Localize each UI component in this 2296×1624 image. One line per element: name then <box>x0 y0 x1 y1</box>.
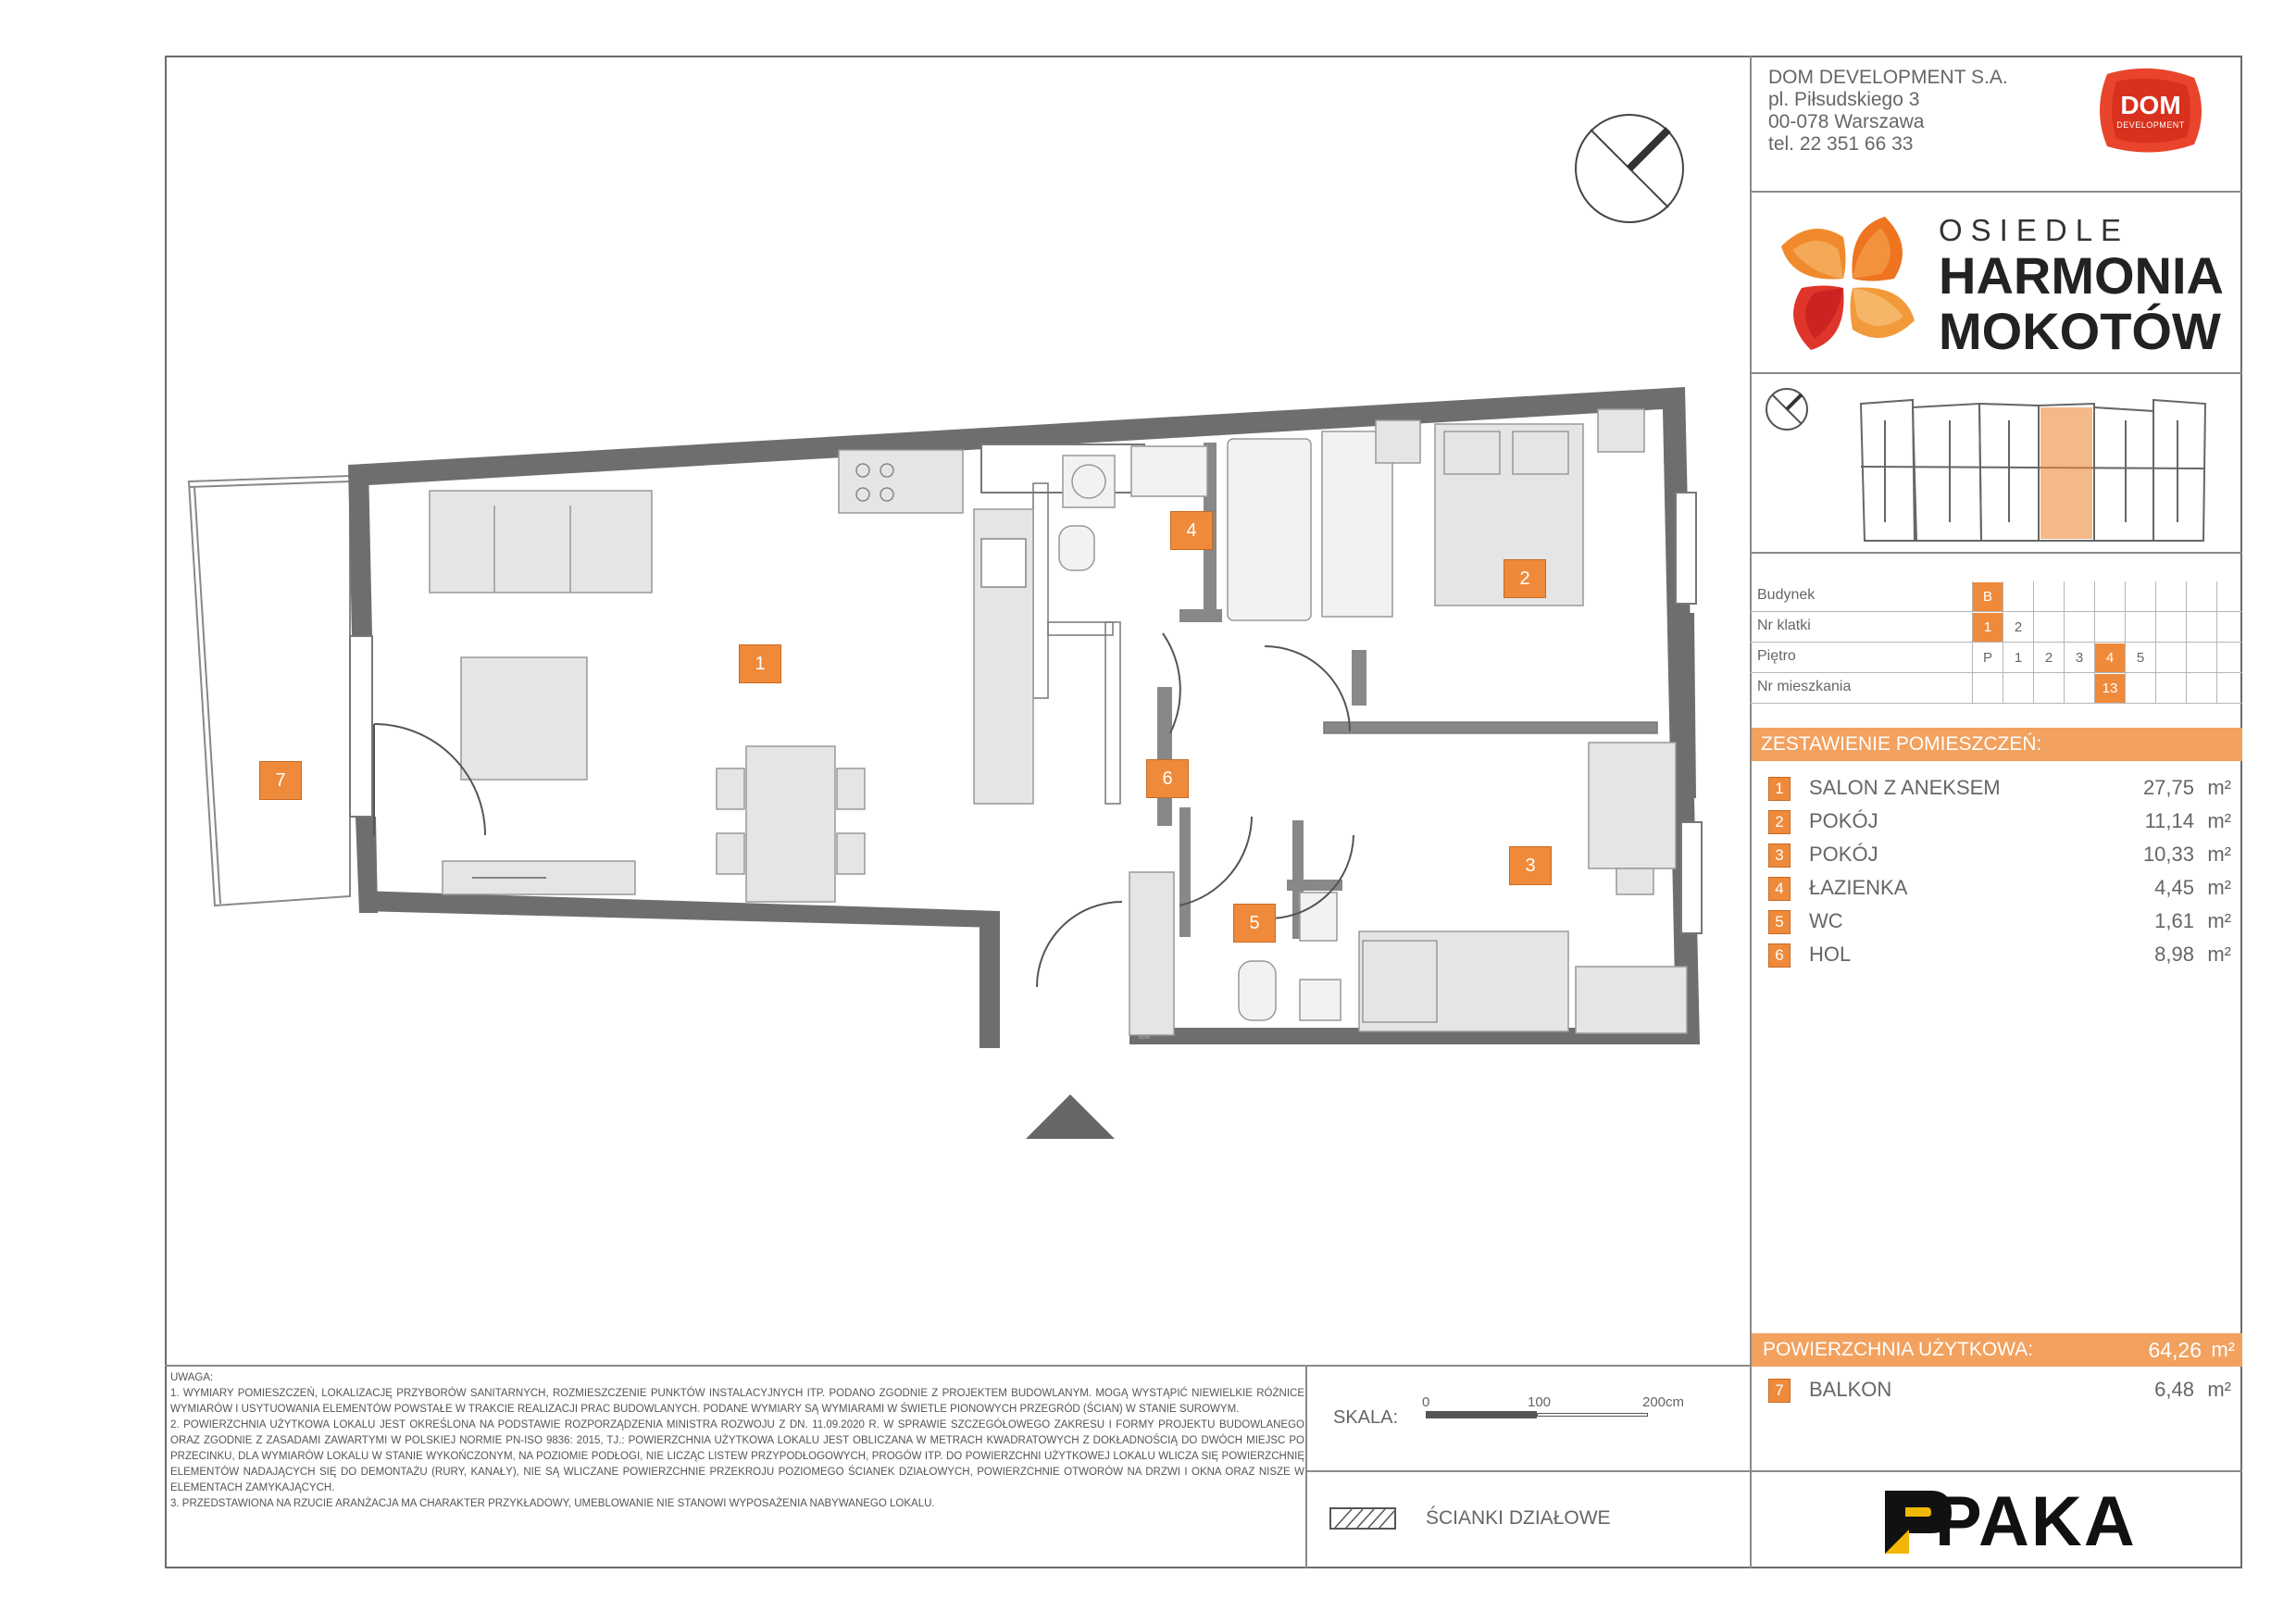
info-table-divider <box>2064 612 2065 643</box>
entrance-arrow-icon <box>1026 1094 1115 1139</box>
info-table-divider <box>2125 612 2126 643</box>
plan-room-7: 7 <box>259 761 302 800</box>
info-table-row-line <box>1750 672 2242 673</box>
info-table-divider <box>2216 673 2217 704</box>
room-area: 4,45 <box>2154 876 2194 899</box>
info-table-label: Budynek <box>1757 587 1816 603</box>
info-table-divider <box>2155 612 2156 643</box>
coffee-table <box>461 657 587 780</box>
info-table-divider <box>2033 581 2034 612</box>
room-number-badge: 5 <box>1768 910 1791 934</box>
info-table <box>1750 581 2242 706</box>
room-number-badge: 2 <box>1768 810 1791 834</box>
info-table-cell: 3 <box>2075 650 2084 666</box>
paka-logo <box>1881 1482 2137 1561</box>
info-table-divider <box>2125 673 2126 704</box>
harmonia-flower-logo <box>1774 209 1922 357</box>
balcony-number-badge: 7 <box>1768 1379 1791 1403</box>
divider-project <box>1750 372 2242 374</box>
dom-logo-subtext: DEVELOPMENT <box>2116 120 2185 130</box>
info-table-divider <box>2094 581 2095 612</box>
balcony-name: BALKON <box>1809 1378 1892 1401</box>
info-table-cell: P <box>1982 650 1992 666</box>
info-table-cell: 13 <box>2095 674 2125 703</box>
info-table-row-line <box>1750 703 2242 704</box>
washbasin <box>1131 446 1207 496</box>
contractor-name: PAKA <box>1935 1482 2137 1561</box>
room-number-badge: 1 <box>1768 777 1791 801</box>
company-address <box>1768 67 2008 156</box>
info-table-divider <box>2155 581 2156 612</box>
scale-bar-light <box>1537 1413 1648 1417</box>
notes-title: UWAGA: <box>170 1372 214 1383</box>
key-plan-apartment-highlight <box>2040 407 2092 539</box>
info-table-divider <box>2064 581 2065 612</box>
plan-room-6: 6 <box>1146 759 1189 798</box>
note-1: 1. WYMIARY POMIESZCZEŃ, LOKALIZACJĘ PRZYBORÓW SANITARNYCH, ROZMIESZCZENIE PUNKTÓW INSTALACYJNYCH ITP. PODANO ZGODNIE Z PROJEKTEM BUDOWLANYM. MOGĄ WYSTĄPIĆ NIEWIELKIE RÓŻNICE WYMIARÓW I USYTUOWANIA ELEMENTÓW POWSTAŁE W TRAKCIE REALIZACJI PRAC BUDOWLANYCH. PODANE WYMIARY SĄ WYMIARAMI W ŚWIETLE PIONOWYCH PRZEGRÓD (ŚCIAN) W STANIE SUROWYM. <box>170 1388 1304 1415</box>
project-name <box>1939 213 2224 359</box>
room-name: POKÓJ <box>1809 843 1878 866</box>
info-table-divider <box>2186 673 2187 704</box>
key-plan <box>1765 383 2237 546</box>
scale-tick-0: 0 <box>1422 1394 1430 1410</box>
info-table-cell: B <box>1973 582 2003 611</box>
room-unit: m² <box>2207 909 2231 932</box>
info-table-divider <box>2216 643 2217 673</box>
bathroom-fixtures <box>1059 431 1392 620</box>
kitchen-sink <box>981 539 1026 587</box>
room-name: POKÓJ <box>1809 809 1878 832</box>
rooms-header-label: ZESTAWIENIE POMIESZCZEŃ: <box>1761 733 2042 755</box>
plan-room-1: 1 <box>739 644 781 683</box>
divider-keyplan <box>1750 552 2242 554</box>
info-table-divider <box>2094 612 2095 643</box>
room-name: SALON Z ANEKSEM <box>1809 776 2001 799</box>
bedroom-3-furniture <box>1129 743 1687 1035</box>
living-room-furniture <box>430 450 1033 902</box>
room-area: 8,98 <box>2154 943 2194 966</box>
info-table-label: Nr klatki <box>1757 618 1811 633</box>
plan-room-2: 2 <box>1504 559 1546 598</box>
room-unit: m² <box>2207 809 2231 832</box>
divider-contractor <box>1750 1470 2242 1472</box>
room-area: 1,61 <box>2154 909 2194 932</box>
balcony-row <box>1768 1374 2242 1405</box>
company-city: 00-078 Warszawa <box>1768 111 1925 132</box>
room-unit: m² <box>2207 843 2231 866</box>
info-table-divider <box>2186 581 2187 612</box>
north-arrow-icon <box>1576 115 1683 222</box>
room-number-badge: 3 <box>1768 843 1791 868</box>
info-table-row-line <box>1750 642 2242 643</box>
room-unit: m² <box>2207 776 2231 799</box>
kitchen-counter <box>839 450 963 513</box>
divider-scale <box>1305 1470 1750 1472</box>
info-table-label: Nr mieszkania <box>1757 679 1852 694</box>
toilet-bath <box>1059 526 1094 570</box>
total-area-label: POWIERZCHNIA UŻYTKOWA: <box>1763 1339 2034 1360</box>
info-table-cell: 2 <box>2044 650 2053 666</box>
bathtub <box>1228 439 1311 620</box>
room-name: WC <box>1809 909 1843 932</box>
plan-room-4: 4 <box>1170 511 1213 550</box>
balcony-unit: m² <box>2207 1378 2231 1401</box>
partition-wall-legend-icon <box>1329 1507 1396 1530</box>
key-plan-building-outline <box>1861 400 2205 541</box>
info-table-divider <box>2155 673 2156 704</box>
room-unit: m² <box>2207 943 2231 966</box>
rooms-header <box>1752 728 2242 761</box>
info-table-label: Piętro <box>1757 648 1796 664</box>
notes <box>170 1370 1304 1512</box>
dom-development-logo <box>2090 67 2211 156</box>
balcony-area: 6,48 <box>2154 1378 2194 1401</box>
room-area: 27,75 <box>2142 776 2194 799</box>
info-table-divider <box>2216 612 2217 643</box>
company-street: pl. Piłsudskiego 3 <box>1768 89 1920 110</box>
wardrobe-hall <box>1129 872 1174 1035</box>
balcony-area <box>189 476 350 906</box>
key-plan-compass-icon <box>1766 389 1807 430</box>
room-name: ŁAZIENKA <box>1809 876 1908 899</box>
legend-label: ŚCIANKI DZIAŁOWE <box>1426 1507 1611 1529</box>
info-table-cell <box>2065 674 2094 703</box>
sofa <box>430 491 652 593</box>
project-title-1: HARMONIA <box>1939 246 2224 305</box>
plan-room-3: 3 <box>1509 846 1552 885</box>
scale-tick-100: 100 <box>1528 1394 1552 1410</box>
info-table-divider <box>2186 643 2187 673</box>
total-area-bar <box>1752 1333 2242 1367</box>
divider-company <box>1750 191 2242 193</box>
scale-tick-200: 200cm <box>1642 1394 1685 1410</box>
scale-bar <box>1426 1411 1648 1418</box>
total-area-unit: m² <box>2211 1338 2235 1361</box>
company-phone: tel. 22 351 66 33 <box>1768 133 1914 155</box>
info-table-row-line <box>1750 611 2242 612</box>
project-title-2: MOKOTÓW <box>1939 302 2221 360</box>
desk <box>1589 743 1676 868</box>
floor-plan <box>167 57 1748 1363</box>
room-row <box>1768 906 2242 937</box>
scale-label: SKALA: <box>1333 1407 1399 1428</box>
wardrobe-3 <box>1576 967 1687 1033</box>
company-name: DOM DEVELOPMENT S.A. <box>1768 67 2008 88</box>
room-row <box>1768 806 2242 837</box>
room-row <box>1768 872 2242 904</box>
info-table-cell: 1 <box>1973 613 2003 642</box>
dining-table <box>746 746 835 902</box>
info-table-cell: 2 <box>2014 619 2023 635</box>
washing-machine <box>1063 456 1115 507</box>
info-table-divider <box>2125 581 2126 612</box>
info-table-divider <box>2186 612 2187 643</box>
note-3: 3. PRZEDSTAWIONA NA RZUCIE ARANŻACJA MA CHARAKTER PRZYKŁADOWY, UMEBLOWANIE NIE STANOWI WYPOSAŻENIA NABYWANEGO LOKALU. <box>170 1498 935 1509</box>
room-row <box>1768 772 2242 804</box>
info-table-divider <box>2216 581 2217 612</box>
info-table-cell <box>2034 674 2064 703</box>
info-table-cell <box>1973 674 2003 703</box>
info-table-cell: 5 <box>2136 650 2145 666</box>
room-row <box>1768 839 2242 870</box>
scale-bar-dark <box>1426 1411 1537 1418</box>
plan-room-5: 5 <box>1233 904 1276 943</box>
room-unit: m² <box>2207 876 2231 899</box>
room-name: HOL <box>1809 943 1852 966</box>
info-table-divider <box>2033 612 2034 643</box>
info-table-cell: 1 <box>2014 650 2023 666</box>
info-table-cell <box>2003 674 2033 703</box>
room-number-badge: 6 <box>1768 943 1791 968</box>
room-row <box>1768 939 2242 970</box>
note-2: 2. POWIERZCHNIA UŻYTKOWA LOKALU JEST OKREŚLONA NA PODSTAWIE ROZPORZĄDZENIA MINISTRA ROZWOJU Z DN. 11.09.2020 R. W SPRAWIE SZCZEGÓŁOWEGO ZAKRESU I FORMY PROJEKTU BUDOWLANEGO ORAZ ZGODNIE Z ZASADAMI ZAWARTYMI W POLSKIEJ NORMIE PN-ISO 9836: 2015, TJ.: POWIERZCHNIA UŻYTKOWA LOKALU JEST OBLICZANA W METRACH KWADRATOWYCH Z DOKŁADNOŚCIĄ DO DWÓCH MIEJSC PO PRZECINKU, DLA WYMIARÓW LOKALU W STANIE WYKOŃCZONYM, NA POZIOMIE PODŁOGI, NIE LICZĄC LISTEW PRZYPODŁOGOWYCH, PROGÓW ITP. DO POWIERZCHNI UŻYTKOWEJ LOKALU WLICZA SIĘ POWIERZCHNIĘ ELEMENTÓW NADAJĄCYCH SIĘ DO DEMONTAŻU (RURY, KANAŁY), NIE SĄ WLICZANE POWIERZCHNIE PRZEKROJU POZIOMEGO ŚCIANEK DZIAŁOWYCH, POWIERZCHNIE OTWORÓW NA DRZWI I OKNA ORAZ NISZE W ELEMENTACH ZAMYKAJĄCYCH. <box>170 1419 1304 1493</box>
project-prefix: OSIEDLE <box>1939 213 2130 247</box>
info-table-cell: 4 <box>2095 643 2125 672</box>
room-area: 11,14 <box>2144 809 2194 832</box>
room-area: 10,33 <box>2142 843 2194 866</box>
total-area-value: 64,26 <box>2148 1338 2202 1362</box>
room-number-badge: 4 <box>1768 877 1791 901</box>
divider-footer-notes <box>1305 1365 1307 1568</box>
info-table-divider <box>2155 643 2156 673</box>
dom-logo-text: DOM <box>2120 91 2181 119</box>
